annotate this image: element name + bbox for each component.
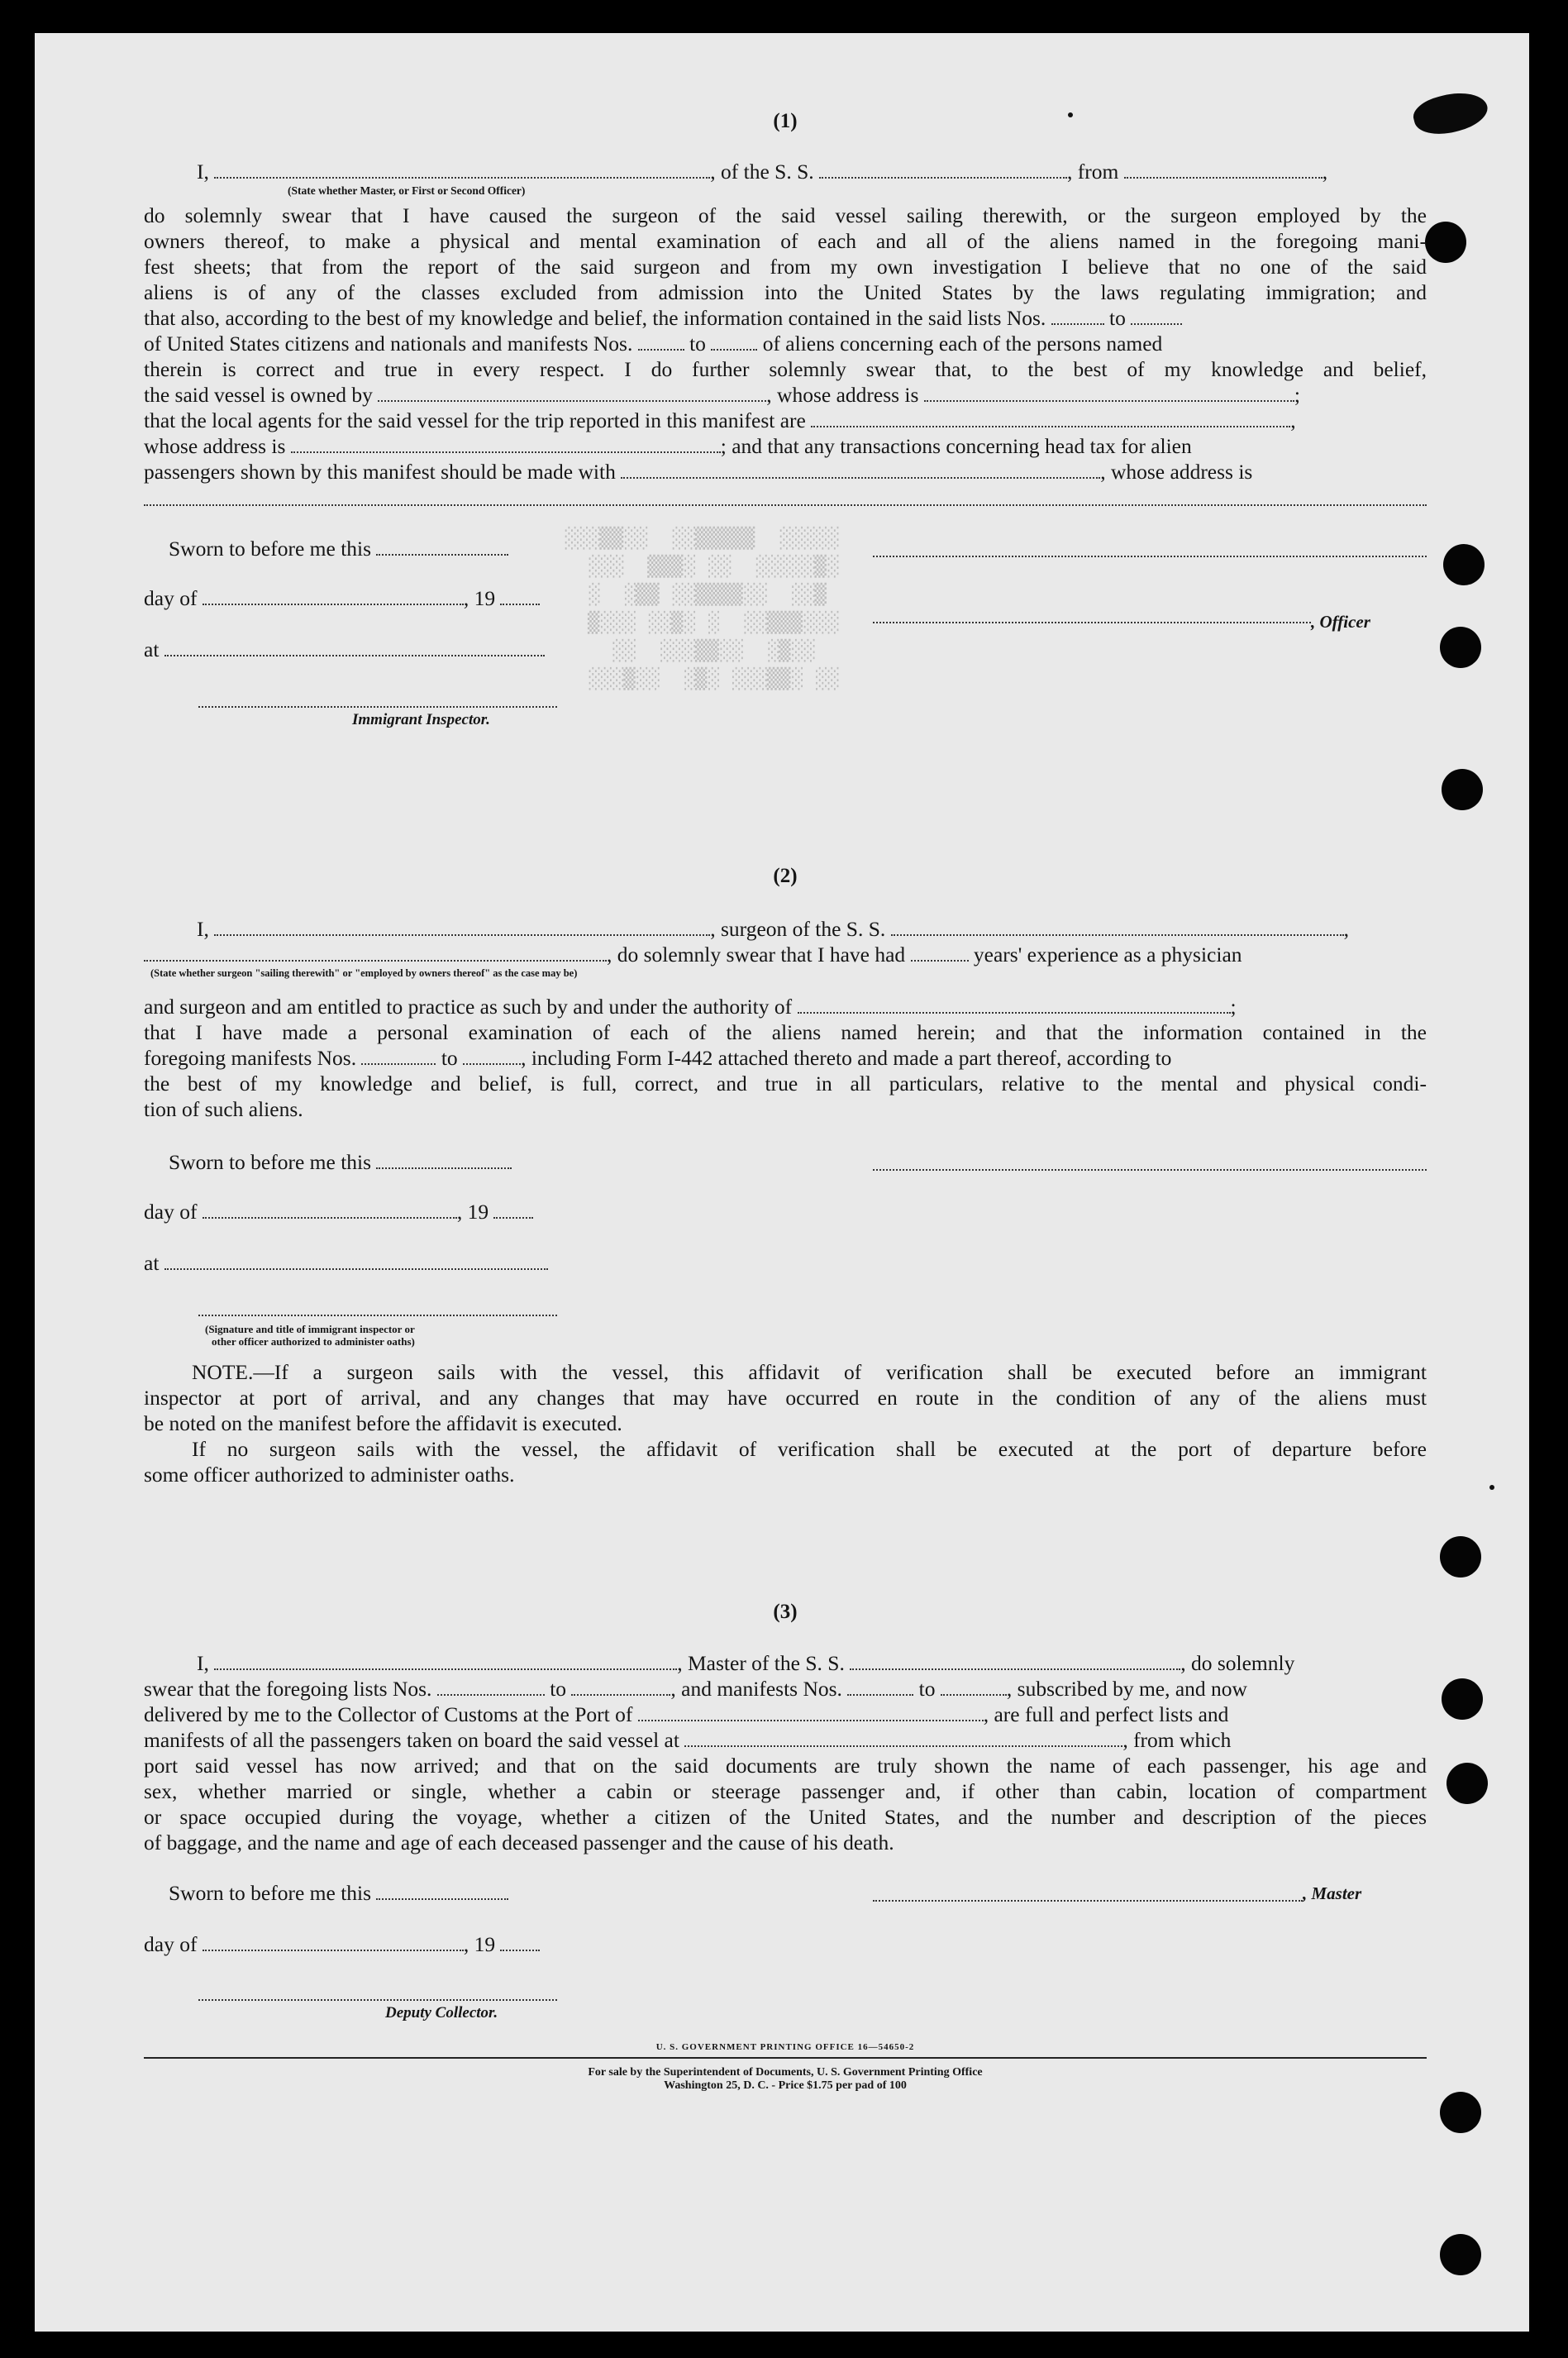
- s1-line-11: whose address is ; and that any transactions concerning head tax for alien: [144, 434, 1192, 458]
- s3-line-4: manifests of all the passengers taken on board the said vessel at , from which: [144, 1728, 1232, 1752]
- officer-title-line[interactable]: [873, 620, 1311, 623]
- s2-year-field[interactable]: [493, 1200, 533, 1219]
- vessel-name-field[interactable]: [819, 160, 1067, 179]
- binder-hole: [1446, 1763, 1488, 1804]
- s1-line-7: of United States citizens and nationals and manifests Nos. to of aliens concerning each of the persons named: [144, 332, 1163, 356]
- vessel-owner-field[interactable]: [378, 384, 766, 402]
- form-page: [35, 33, 1529, 2332]
- s3-master-name-field[interactable]: [214, 1652, 677, 1670]
- s1-at: at: [144, 637, 1427, 662]
- note-line-3: be noted on the manifest before the affidavit is executed.: [144, 1411, 622, 1435]
- s2-signature-caption-2: other officer authorized to administer oaths): [212, 1335, 415, 1348]
- s1-place-field[interactable]: [164, 638, 545, 656]
- s3-lists-to-field[interactable]: [571, 1678, 670, 1696]
- s3-day-of: day of , 19: [144, 1931, 1427, 1957]
- binder-hole: [1442, 769, 1483, 810]
- deputy-collector-signature-line[interactable]: [198, 1998, 557, 2001]
- agents-address-field[interactable]: [291, 435, 721, 453]
- s2-line-5: foregoing manifests Nos. to , including Form I-442 attached thereto and made a part thereof, according to: [144, 1046, 1172, 1070]
- officer-label: , Officer: [1311, 612, 1370, 632]
- note-line-1: NOTE.—If a surgeon sails with the vessel, this affidavit of verification shall be executed before an immigrant: [192, 1360, 1427, 1384]
- local-agents-field[interactable]: [811, 409, 1290, 427]
- s3-line-2: swear that the foregoing lists Nos. to , and manifests Nos. to , subscribed by me, and now: [144, 1677, 1247, 1701]
- s2-line-6: the best of my knowledge and belief, is full, correct, and true in all particulars, relative to the mental and physical condi-: [144, 1072, 1427, 1095]
- s2-vessel-field[interactable]: [891, 918, 1344, 936]
- inspector-signature-line[interactable]: [198, 704, 557, 708]
- s2-at: at: [144, 1250, 1427, 1276]
- binder-hole: [1440, 2234, 1481, 2275]
- s3-line-7: or space occupied during the voyage, whether a citizen of the United States, and the number and description of the pieces: [144, 1805, 1427, 1829]
- departure-port-field[interactable]: [1124, 160, 1323, 179]
- s3-lists-from-field[interactable]: [437, 1678, 545, 1696]
- surgeon-status-field[interactable]: [144, 943, 607, 962]
- manifests-from-field[interactable]: [638, 332, 684, 351]
- s2-line-1: I, , surgeon of the S. S. ,: [197, 917, 1350, 941]
- s2-month-field[interactable]: [203, 1200, 457, 1219]
- s2-manifests-to-field[interactable]: [463, 1047, 521, 1065]
- section-2-number: (2): [773, 865, 798, 887]
- binder-hole: [1440, 627, 1481, 668]
- s1-line-12: passengers shown by this manifest should be made with , whose address is: [144, 460, 1253, 484]
- note-line-4: If no surgeon sails with the vessel, the affidavit of verification shall be executed at the port of departure before: [192, 1437, 1427, 1461]
- binder-hole: [1443, 544, 1485, 585]
- binder-hole: [1425, 222, 1466, 263]
- s1-line-3: owners thereof, to make a physical and mental examination of each and all of the aliens named in the foregoing mani-: [144, 229, 1427, 253]
- s1-line-1: I, , of the S. S. , from ,: [197, 160, 1328, 184]
- binder-hole: [1440, 1536, 1481, 1578]
- immigrant-inspector-label: Immigrant Inspector.: [352, 711, 490, 728]
- ink-speck: [1489, 1485, 1494, 1490]
- s1-line-4: fest sheets; that from the report of the said surgeon and from my own investigation I believe that no one of the said: [144, 255, 1427, 279]
- surgeon-name-field[interactable]: [214, 918, 710, 936]
- binder-hole: [1442, 1678, 1483, 1720]
- s3-line-5: port said vessel has now arrived; and that on the said documents are truly shown the name of each passenger, his age and: [144, 1754, 1427, 1778]
- note-line-2: inspector at port of arrival, and any changes that may have occurred en route in the condition of any of the aliens must: [144, 1386, 1427, 1410]
- s3-manifests-from-field[interactable]: [847, 1678, 913, 1696]
- s3-line-6: sex, whether married or single, whether a cabin or steerage passenger and, if other than cabin, location of compartment: [144, 1779, 1427, 1803]
- s2-signature-caption-1: (Signature and title of immigrant inspector or: [205, 1323, 415, 1335]
- collector-port-field[interactable]: [638, 1703, 984, 1721]
- master-label: , Master: [1303, 1883, 1362, 1903]
- s1-sworn-date-field[interactable]: [376, 537, 508, 556]
- master-signature-line[interactable]: [873, 1898, 1303, 1902]
- s3-sworn-date-field[interactable]: [376, 1882, 508, 1900]
- s3-manifests-to-field[interactable]: [941, 1678, 1007, 1696]
- s1-year-field[interactable]: [500, 587, 540, 605]
- s1-line-8: therein is correct and true in every respect. I do further solemnly swear that, to the best of my knowledge and belief,: [144, 357, 1427, 381]
- s2-sworn-date-field[interactable]: [376, 1151, 512, 1169]
- s2-manifests-from-field[interactable]: [361, 1047, 436, 1065]
- boarding-port-field[interactable]: [684, 1729, 1122, 1747]
- s3-month-field[interactable]: [203, 1933, 464, 1951]
- footer-rule: [144, 2057, 1427, 2059]
- s2-line-2: , do solemnly swear that I have had years' experience as a physician: [144, 942, 1427, 967]
- footer-price-line-1: For sale by the Superintendent of Documents, U. S. Government Printing Office: [588, 2066, 983, 2079]
- binder-hole: [1440, 2092, 1481, 2133]
- s2-day-of: day of , 19: [144, 1199, 1427, 1224]
- note-line-5: some officer authorized to administer oaths.: [144, 1463, 515, 1487]
- s1-line-9: the said vessel is owned by , whose address is ;: [144, 383, 1300, 407]
- section-1-number: (1): [773, 110, 798, 132]
- s2-line-7: tion of such aliens.: [144, 1097, 303, 1121]
- deputy-collector-label: Deputy Collector.: [385, 2004, 498, 2021]
- owner-address-field[interactable]: [924, 384, 1294, 402]
- s2-official-signature-line[interactable]: [198, 1313, 557, 1316]
- s1-day-of: day of , 19: [144, 585, 1427, 611]
- head-tax-contact-field[interactable]: [621, 461, 1100, 479]
- s1-line-5: aliens is of any of the classes excluded from admission into the United States by the laws regulating immigration; and: [144, 280, 1427, 304]
- surgeon-signature-line[interactable]: [873, 1167, 1427, 1171]
- s2-line-3: and surgeon and am entitled to practice as such by and under the authority of ;: [144, 995, 1237, 1019]
- s2-sworn: Sworn to before me this: [144, 1149, 1427, 1175]
- s3-line-3: delivered by me to the Collector of Customs at the Port of , are full and perfect lists and: [144, 1702, 1229, 1726]
- s1-line-2: do solemnly swear that I have caused the surgeon of the said vessel sailing therewith, or the surgeon employed by the: [144, 203, 1427, 227]
- officer-signature-line[interactable]: [873, 554, 1427, 557]
- s2-line-4: that I have made a personal examination of each of the aliens named herein; and that the information contained in the: [144, 1020, 1427, 1044]
- surgeon-status-caption: (State whether surgeon "sailing therewith" or "employed by owners thereof" as the case may be): [150, 967, 578, 979]
- s3-year-field[interactable]: [500, 1933, 540, 1951]
- s3-line-8: of baggage, and the name and age of each deceased passenger and the cause of his death.: [144, 1831, 894, 1854]
- printing-office-line: U. S. GOVERNMENT PRINTING OFFICE 16—54650-2: [655, 2042, 915, 2052]
- manifests-to-field[interactable]: [711, 332, 757, 351]
- s1-sworn: Sworn to before me this: [144, 536, 1427, 561]
- s1-line-10: that the local agents for the said vessel for the trip reported in this manifest are ,: [144, 408, 1296, 432]
- s2-place-field[interactable]: [164, 1252, 548, 1270]
- s3-vessel-field[interactable]: [850, 1652, 1180, 1670]
- lists-from-field[interactable]: [1051, 307, 1104, 325]
- s1-line-6: that also, according to the best of my knowledge and belief, the information contained in the said lists Nos. to: [144, 305, 1427, 331]
- footer-price-line-2: Washington 25, D. C. - Price $1.75 per pad of 100: [664, 2079, 907, 2092]
- s3-sworn: Sworn to before me this: [144, 1880, 1427, 1906]
- officer-rank-caption: (State whether Master, or First or Second Officer): [288, 184, 526, 197]
- s3-line-1: I, , Master of the S. S. , do solemnly: [197, 1651, 1295, 1675]
- lists-to-field[interactable]: [1131, 307, 1182, 325]
- head-tax-address-line[interactable]: [144, 503, 1427, 506]
- bleed-through-text: ░░░░░ ▒▒▒▒▒░░ ░░▒▒░░░ ░▒░░░░░ ░░ ░▒▒▒ ░░░ ▒░░ ░░▒▒▒▒░░ ▒▒░ ░ ░░░▒▒▒░░ ░ ░▒░░ ░░░▒ ░░▒░ ░░▒▒░░░ ░░ ░░ ░▒▒░░░ ░▒░ ░░▒░░░: [564, 527, 839, 690]
- years-experience-field[interactable]: [911, 943, 969, 962]
- officer-rank-field[interactable]: [214, 160, 710, 179]
- s1-month-field[interactable]: [203, 587, 464, 605]
- practice-authority-field[interactable]: [798, 995, 1231, 1014]
- section-3-number: (3): [773, 1601, 798, 1623]
